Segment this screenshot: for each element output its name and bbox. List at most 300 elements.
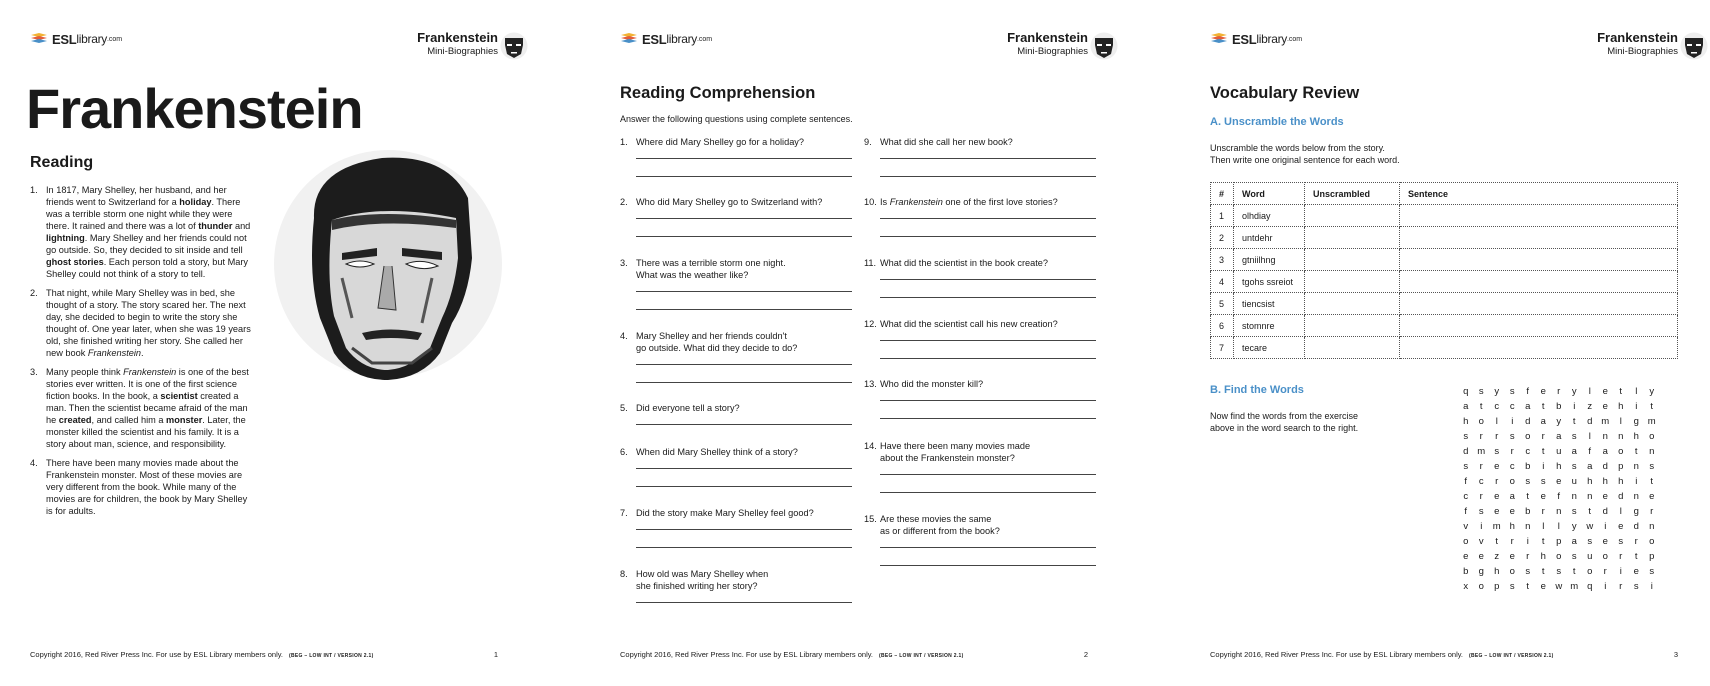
cell-sentence-answer[interactable] [1400, 337, 1678, 359]
book-logo-icon [620, 32, 638, 46]
word-search-letter[interactable]: s [1478, 506, 1484, 517]
book-logo-icon [30, 32, 48, 46]
question-text: Mary Shelley and her friends couldn't go outside. What did they decide to do? [636, 331, 798, 353]
word-search-letter[interactable]: v [1463, 521, 1469, 532]
word-search-letter[interactable]: g [1633, 506, 1639, 517]
word-search-letter[interactable]: e [1494, 461, 1500, 472]
answer-line[interactable] [880, 279, 1096, 280]
header-subtitle: Mini-Biographies [1607, 46, 1678, 57]
cell-number: 6 [1211, 315, 1234, 337]
answer-line[interactable] [636, 382, 852, 383]
table-row [1211, 205, 1678, 227]
word-search-letter[interactable]: r [1557, 386, 1561, 397]
cell-number: 3 [1211, 249, 1234, 271]
word-search-letter[interactable]: d [1602, 461, 1608, 472]
word-search-letter[interactable]: n [1633, 461, 1639, 472]
answer-line[interactable] [636, 468, 852, 469]
word-search-letter[interactable]: t [1634, 551, 1638, 562]
question-text: Did the story make Mary Shelley feel good? [636, 508, 814, 518]
answer-line[interactable] [636, 291, 852, 292]
word-search-letter[interactable]: i [1604, 521, 1607, 532]
word-search-letter[interactable]: s [1509, 581, 1515, 592]
word-search-letter[interactable]: i [1619, 566, 1622, 577]
word-search-letter[interactable]: s [1463, 431, 1469, 442]
answer-line[interactable] [636, 547, 852, 548]
answer-line[interactable] [636, 529, 852, 530]
word-search-letter[interactable]: l [1542, 521, 1545, 532]
word-search-letter[interactable]: n [1649, 521, 1655, 532]
word-search-letter[interactable]: o [1618, 446, 1624, 457]
word-search-letter[interactable]: u [1556, 446, 1562, 457]
word-search-letter[interactable]: o [1525, 431, 1531, 442]
word-search-letter[interactable]: i [1511, 416, 1514, 427]
word-search-letter[interactable]: s [1571, 431, 1577, 442]
cell-scrambled-word: olhdiay [1234, 205, 1305, 227]
level-text: (BEG – LOW INT / VERSION 2.1) [879, 653, 964, 659]
cell-number: 5 [1211, 293, 1234, 315]
answer-line[interactable] [880, 492, 1096, 493]
word-search-letter[interactable]: c [1509, 401, 1515, 412]
question-item [620, 507, 852, 519]
word-search-letter[interactable]: f [1464, 506, 1468, 517]
word-search-letter[interactable]: o [1602, 551, 1608, 562]
word-search-letter[interactable]: s [1494, 446, 1500, 457]
word-search-letter[interactable]: l [1557, 521, 1560, 532]
word-search-letter[interactable]: e [1540, 491, 1546, 502]
page-1 [0, 0, 570, 686]
answer-line[interactable] [636, 236, 852, 237]
word-search-letter[interactable]: c [1463, 491, 1469, 502]
word-search-letter[interactable]: e [1540, 386, 1546, 397]
word-search-letter[interactable]: h [1509, 521, 1515, 532]
word-search-letter[interactable]: p [1618, 461, 1624, 472]
word-search-letter[interactable]: h [1494, 566, 1500, 577]
word-search-letter[interactable]: v [1478, 536, 1484, 547]
word-search-letter[interactable]: o [1649, 431, 1655, 442]
word-search-letter[interactable]: o [1478, 416, 1484, 427]
word-search-letter[interactable]: l [1619, 506, 1622, 517]
cell-sentence-answer[interactable] [1400, 293, 1678, 315]
word-search-letter[interactable]: t [1526, 581, 1530, 592]
word-search-letter[interactable]: i [1635, 476, 1638, 487]
header-subtitle: Mini-Biographies [427, 46, 498, 57]
answer-line[interactable] [636, 424, 852, 425]
word-search-letter[interactable]: r [1510, 536, 1514, 547]
word-search-letter[interactable]: y [1649, 386, 1655, 397]
word-search-letter[interactable]: t [1572, 416, 1576, 427]
cell-scrambled-word: tecare [1234, 337, 1305, 359]
word-search-letter[interactable]: f [1557, 491, 1561, 502]
answer-line[interactable] [636, 158, 852, 159]
answer-line[interactable] [880, 218, 1096, 219]
word-search-letter[interactable]: h [1556, 461, 1562, 472]
word-search-letter[interactable]: t [1634, 446, 1638, 457]
answer-line[interactable] [636, 364, 852, 365]
word-search-letter[interactable]: p [1494, 581, 1500, 592]
table-row [1211, 227, 1678, 249]
word-search-letter[interactable]: t [1541, 566, 1545, 577]
word-search-letter[interactable]: a [1587, 461, 1593, 472]
frankenstein-face-icon [1090, 32, 1118, 60]
question-number: 2. [620, 197, 628, 207]
word-search-letter[interactable]: n [1556, 506, 1562, 517]
word-search-letter[interactable]: e [1618, 521, 1624, 532]
word-search-letter[interactable]: t [1495, 536, 1499, 547]
word-search-letter[interactable]: i [1604, 581, 1607, 592]
page-footer [30, 650, 498, 659]
word-search-letter[interactable]: c [1509, 461, 1515, 472]
comprehension-heading: Reading Comprehension [620, 84, 816, 102]
word-search-letter[interactable]: n [1649, 446, 1655, 457]
question-number: 11. [864, 258, 877, 268]
word-search-letter[interactable]: u [1587, 551, 1593, 562]
question-number: 10. [864, 197, 877, 207]
word-search-letter[interactable]: y [1571, 521, 1577, 532]
page-header [1597, 30, 1678, 58]
word-search-letter[interactable]: h [1463, 416, 1469, 427]
cell-unscrambled-answer[interactable] [1305, 337, 1400, 359]
word-search-letter[interactable]: l [1495, 416, 1498, 427]
question-item [620, 196, 852, 208]
word-search-letter[interactable]: o [1509, 566, 1515, 577]
page-header [1007, 30, 1088, 58]
word-search-letter[interactable]: r [1526, 551, 1530, 562]
question-item [620, 402, 852, 414]
page-footer [1210, 650, 1678, 659]
word-search-letter[interactable]: o [1556, 551, 1562, 562]
word-search-letter[interactable]: s [1463, 461, 1469, 472]
word-search-letter[interactable]: i [1526, 536, 1529, 547]
logo-library-text: library [1256, 32, 1287, 46]
word-search-letter[interactable]: s [1509, 431, 1515, 442]
word-search-letter[interactable]: e [1633, 566, 1639, 577]
word-search-letter[interactable]: f [1464, 476, 1468, 487]
word-search-letter[interactable]: m [1477, 446, 1486, 457]
cell-unscrambled-answer[interactable] [1305, 293, 1400, 315]
word-search-letter[interactable]: r [1619, 551, 1623, 562]
word-search-letter[interactable]: r [1479, 461, 1483, 472]
word-search-letter[interactable]: d [1602, 506, 1608, 517]
word-search-letter[interactable]: l [1619, 416, 1622, 427]
word-search-letter[interactable]: h [1587, 476, 1593, 487]
logo-com-text: .com [106, 35, 123, 43]
word-search-letter[interactable]: a [1509, 491, 1515, 502]
word-search-letter[interactable]: a [1571, 536, 1577, 547]
word-search-letter[interactable]: s [1525, 566, 1531, 577]
word-search-letter[interactable]: c [1494, 401, 1500, 412]
find-words-instructions: Now find the words from the exercise above in the word search to the right. [1210, 411, 1359, 433]
word-search-letter[interactable]: i [1480, 521, 1483, 532]
answer-line[interactable] [880, 474, 1096, 475]
word-search-letter[interactable]: t [1541, 446, 1545, 457]
word-search-letter[interactable]: d [1587, 416, 1593, 427]
logo-com-text: .com [1286, 35, 1303, 43]
word-search-letter[interactable]: t [1541, 401, 1545, 412]
word-search-letter[interactable]: s [1633, 581, 1639, 592]
word-search-letter[interactable]: e [1602, 536, 1608, 547]
word-search-letter[interactable]: t [1650, 476, 1654, 487]
header-subtitle: Mini-Biographies [1017, 46, 1088, 57]
question-item [620, 330, 852, 354]
question-text: What did the scientist in the book create? [880, 258, 1049, 268]
answer-line[interactable] [880, 236, 1096, 237]
word-search-letter[interactable]: n [1602, 431, 1608, 442]
word-search-letter[interactable]: e [1509, 506, 1515, 517]
word-search-letter[interactable]: r [1495, 431, 1499, 442]
word-search-letter[interactable]: r [1603, 566, 1607, 577]
word-search-letter[interactable]: m [1601, 416, 1610, 427]
word-search-letter[interactable]: s [1540, 476, 1546, 487]
column-header-sentence: Sentence [1400, 183, 1678, 205]
question-item [864, 513, 1096, 537]
book-logo-icon [1210, 32, 1228, 46]
question-item [864, 136, 1096, 148]
word-search-letter[interactable]: e [1478, 551, 1484, 562]
vocabulary-heading: Vocabulary Review [1210, 84, 1360, 102]
word-search-letter[interactable]: r [1650, 506, 1654, 517]
cell-unscrambled-answer[interactable] [1305, 249, 1400, 271]
word-search-row [1458, 401, 1660, 416]
word-search-letter[interactable]: d [1525, 416, 1531, 427]
answer-line[interactable] [636, 602, 852, 603]
copyright-text: Copyright 2016, Red River Press Inc. For use by ESL Library members only. [1210, 650, 1464, 659]
unscramble-instructions: Unscramble the words below from the story. Then write one original sentence for each word. [1210, 143, 1400, 165]
word-search-letter[interactable]: e [1602, 386, 1608, 397]
page-number: 1 [493, 650, 498, 659]
word-search-letter[interactable]: r [1634, 536, 1638, 547]
word-search-letter[interactable]: o [1478, 581, 1484, 592]
table-header-row [1211, 183, 1678, 205]
word-search-letter[interactable]: s [1525, 476, 1531, 487]
word-search-letter[interactable]: o [1463, 536, 1469, 547]
word-search-letter[interactable]: s [1509, 386, 1515, 397]
answer-line[interactable] [880, 400, 1096, 401]
word-search-letter[interactable]: s [1571, 551, 1577, 562]
word-search-letter[interactable]: r [1479, 431, 1483, 442]
word-search-letter[interactable]: e [1509, 551, 1515, 562]
word-search-letter[interactable]: s [1649, 566, 1655, 577]
word-search-letter[interactable]: h [1633, 431, 1639, 442]
word-search-letter[interactable]: s [1571, 506, 1577, 517]
page-2 [590, 0, 1160, 686]
question-number: 7. [620, 508, 628, 518]
word-search-letter[interactable]: r [1510, 446, 1514, 457]
word-search-letter[interactable]: r [1541, 431, 1545, 442]
word-search-letter[interactable]: h [1618, 401, 1624, 412]
cell-unscrambled-answer[interactable] [1305, 227, 1400, 249]
question-number: 8. [620, 569, 628, 579]
word-search-row [1458, 521, 1660, 536]
word-search-letter[interactable]: q [1463, 386, 1469, 397]
answer-line[interactable] [880, 340, 1096, 341]
answer-line[interactable] [636, 486, 852, 487]
word-search-letter[interactable]: h [1540, 551, 1546, 562]
word-search-letter[interactable]: e [1602, 491, 1608, 502]
word-search-letter[interactable]: n [1525, 521, 1531, 532]
word-search-letter[interactable]: o [1509, 476, 1515, 487]
word-search-letter[interactable]: r [1619, 581, 1623, 592]
word-search-letter[interactable]: m [1570, 581, 1579, 592]
word-search-letter[interactable]: a [1556, 431, 1562, 442]
cell-sentence-answer[interactable] [1400, 249, 1678, 271]
word-search-letter[interactable]: b [1463, 566, 1469, 577]
word-search-letter[interactable]: b [1525, 506, 1531, 517]
question-item [620, 136, 852, 148]
question-number: 5. [620, 403, 628, 413]
reading-paragraph: 2. That night, while Mary Shelley was in bed, she thought of a story. The story scared her. The next day, she decided to begin to write the story she thought of. One year later, when she was 19 years old, she finished writing her story. She called her new book Frankenstein. [30, 288, 251, 358]
word-search-letter[interactable]: z [1494, 551, 1500, 562]
word-search-letter[interactable]: l [1588, 386, 1591, 397]
cell-sentence-answer[interactable] [1400, 205, 1678, 227]
word-search-letter[interactable]: i [1542, 461, 1545, 472]
word-search-letter[interactable]: t [1572, 566, 1576, 577]
cell-unscrambled-answer[interactable] [1305, 315, 1400, 337]
word-search-letter[interactable]: s [1571, 461, 1577, 472]
word-search-letter[interactable]: q [1587, 581, 1593, 592]
word-search-letter[interactable]: a [1540, 416, 1546, 427]
word-search-letter[interactable]: h [1618, 476, 1624, 487]
reading-passage [30, 184, 256, 524]
answer-line[interactable] [880, 418, 1096, 419]
question-text: Who did Mary Shelley go to Switzerland with? [636, 197, 823, 207]
word-search-letter[interactable]: g [1478, 566, 1484, 577]
word-search-letter[interactable]: t [1541, 536, 1545, 547]
answer-line[interactable] [880, 158, 1096, 159]
word-search-letter[interactable]: z [1587, 401, 1593, 412]
word-search-letter[interactable]: c [1478, 476, 1484, 487]
word-search-letter[interactable]: n [1618, 431, 1624, 442]
answer-line[interactable] [636, 309, 852, 310]
word-search-letter[interactable]: a [1602, 446, 1608, 457]
word-search-letter[interactable]: r [1495, 476, 1499, 487]
page-3 [1180, 0, 1710, 686]
word-search-letter[interactable]: e [1463, 551, 1469, 562]
cell-scrambled-word: tiencsist [1234, 293, 1305, 315]
word-search-letter[interactable]: i [1573, 401, 1576, 412]
word-search-letter[interactable]: p [1556, 536, 1562, 547]
logo-esl-text: ESL [52, 31, 77, 47]
word-search-letter[interactable]: t [1588, 506, 1592, 517]
cell-sentence-answer[interactable] [1400, 227, 1678, 249]
cell-sentence-answer[interactable] [1400, 315, 1678, 337]
word-search-letter[interactable]: e [1602, 401, 1608, 412]
word-search-letter[interactable]: n [1587, 491, 1593, 502]
word-search-letter[interactable]: y [1571, 386, 1577, 397]
word-search-letter[interactable]: t [1526, 491, 1530, 502]
word-search-letter[interactable]: e [1540, 581, 1546, 592]
cell-scrambled-word: untdehr [1234, 227, 1305, 249]
word-search-letter[interactable]: b [1556, 401, 1562, 412]
cell-unscrambled-answer[interactable] [1305, 271, 1400, 293]
cell-unscrambled-answer[interactable] [1305, 205, 1400, 227]
word-search-letter[interactable]: w [1555, 581, 1563, 592]
word-search-letter[interactable]: s [1618, 536, 1624, 547]
word-search-letter[interactable]: l [1588, 431, 1591, 442]
word-search-letter[interactable]: i [1650, 581, 1653, 592]
reading-paragraph: 1. In 1817, Mary Shelley, her husband, and her friends went to Switzerland for a holiday. There was a terrible storm one night while they were there. It rained and there was a lot of thunder and lightning. Mary Shelley and her friends could not go outside. So, they decided to sit inside and tell ghost stories. Each person told a story, but Mary Shelley could not think of a story to tell. [30, 185, 251, 279]
word-search-letter[interactable]: m [1492, 521, 1501, 532]
word-search-letter[interactable]: y [1556, 416, 1562, 427]
word-search-letter[interactable]: p [1649, 551, 1655, 562]
answer-line[interactable] [880, 547, 1096, 548]
word-search-letter[interactable]: u [1571, 476, 1577, 487]
answer-line[interactable] [880, 297, 1096, 298]
word-search-letter[interactable]: t [1619, 386, 1623, 397]
word-search-letter[interactable]: f [1588, 446, 1592, 457]
cell-sentence-answer[interactable] [1400, 271, 1678, 293]
question-item [864, 196, 1096, 208]
word-search-letter[interactable]: g [1633, 416, 1639, 427]
word-search-letter[interactable]: t [1650, 401, 1654, 412]
word-search-letter[interactable]: d [1633, 521, 1639, 532]
question-number: 15. [864, 514, 877, 524]
question-text: When did Mary Shelley think of a story? [636, 447, 798, 457]
word-search-letter[interactable]: r [1479, 491, 1483, 502]
table-row [1211, 337, 1678, 359]
page-title: Frankenstein [26, 77, 363, 140]
word-search-letter[interactable]: f [1526, 386, 1530, 397]
comprehension-instructions: Answer the following questions using complete sentences. [620, 114, 853, 124]
word-search-letter[interactable]: d [1463, 446, 1469, 457]
word-search-letter[interactable]: n [1633, 491, 1639, 502]
word-search-letter[interactable]: o [1649, 536, 1655, 547]
answer-line[interactable] [880, 176, 1096, 177]
word-search-letter[interactable]: b [1525, 461, 1531, 472]
word-search-letter[interactable]: r [1541, 506, 1545, 517]
word-search-letter[interactable]: a [1571, 446, 1577, 457]
word-search-letter[interactable]: e [1494, 506, 1500, 517]
word-search-row [1458, 551, 1660, 566]
find-words-heading: B. Find the Words [1210, 384, 1304, 396]
word-search-letter[interactable]: c [1525, 446, 1531, 457]
word-search-letter[interactable]: a [1525, 401, 1531, 412]
word-search-letter[interactable]: t [1479, 401, 1483, 412]
column-header-word: Word [1234, 183, 1305, 205]
word-search-letter[interactable]: s [1478, 386, 1484, 397]
word-search-letter[interactable]: h [1602, 476, 1608, 487]
word-search-letter[interactable]: s [1587, 536, 1593, 547]
word-search-letter[interactable]: i [1635, 401, 1638, 412]
word-search-letter[interactable]: w [1586, 521, 1594, 532]
answer-line[interactable] [636, 176, 852, 177]
question-number: 1. [620, 137, 628, 147]
word-search-row [1458, 536, 1660, 551]
word-search-letter[interactable]: s [1649, 461, 1655, 472]
word-search-letter[interactable]: m [1647, 416, 1656, 427]
question-item [864, 257, 1096, 269]
word-search-letter[interactable]: n [1571, 491, 1577, 502]
answer-line[interactable] [880, 565, 1096, 566]
word-search-letter[interactable]: y [1494, 386, 1500, 397]
word-search-letter[interactable]: e [1556, 476, 1562, 487]
question-item [864, 440, 1096, 464]
word-search-letter[interactable]: o [1587, 566, 1593, 577]
cell-scrambled-word: stomnre [1234, 315, 1305, 337]
word-search-letter[interactable]: a [1463, 401, 1469, 412]
word-search-letter[interactable]: x [1463, 581, 1469, 592]
frankenstein-face-icon [1680, 32, 1708, 60]
word-search-letter[interactable]: s [1556, 566, 1562, 577]
word-search-letter[interactable]: l [1635, 386, 1638, 397]
level-text: (BEG – LOW INT / VERSION 2.1) [289, 653, 374, 659]
header-title: Frankenstein [417, 30, 498, 45]
answer-line[interactable] [636, 218, 852, 219]
word-search-letter[interactable]: e [1649, 491, 1655, 502]
esl-library-logo [1210, 30, 1302, 48]
word-search-letter[interactable]: e [1494, 491, 1500, 502]
answer-line[interactable] [880, 358, 1096, 359]
word-search-letter[interactable]: d [1618, 491, 1624, 502]
